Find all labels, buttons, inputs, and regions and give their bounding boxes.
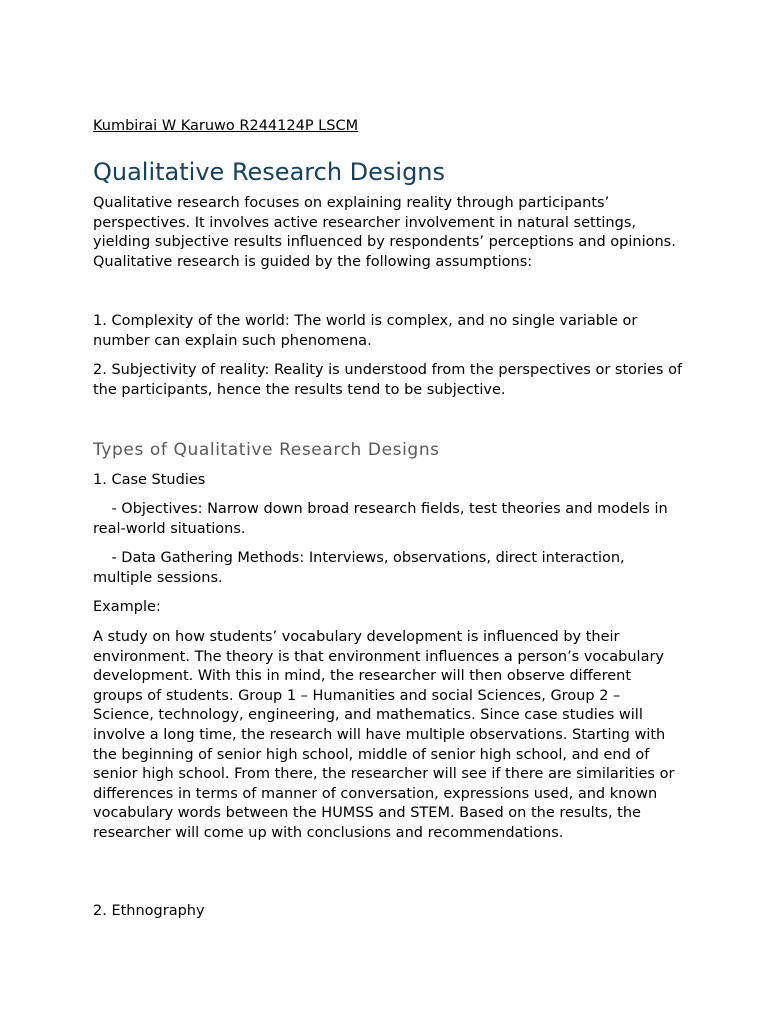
case-studies-heading: 1. Case Studies xyxy=(93,472,206,488)
example-label: Example: xyxy=(93,599,161,615)
intro-paragraph: Qualitative research focuses on explaining reality through participants’ perspectives. It involves active researcher involvement in natural settings, yielding subjective results influenced by respondents’ perceptions and opinions. Qualitative research is guided by the following assumptions: xyxy=(93,195,676,270)
case-studies-objectives: - Objectives: Narrow down broad research fields, test theories and models in real-world situations. xyxy=(93,501,673,537)
example-paragraph: A study on how students’ vocabulary development is influenced by their environment. The theory is that environment influences a person’s vocabulary development. With this in mind, the researcher will then observe different groups of students. Group 1 – Humanities and social Sciences, Group 2 – Science, technology, engineering, and mathematics. Since case studies will involve a long time, the research will have multiple observations. Starting with the beginning of senior high school, middle of senior high school, and end of senior high school. From there, the researcher will see if there are similarities or differences in terms of manner of conversation, expressions used, and known vocabulary words between the HUMSS and STEM. Based on the results, the researcher will come up with conclusions and recommendations. xyxy=(93,629,675,841)
case-studies-methods: - Data Gathering Methods: Interviews, observations, direct interaction, multiple sessions. xyxy=(93,550,630,586)
assumption-item-2: 2. Subjectivity of reality: Reality is understood from the perspectives or stories of the participants, hence the results tend to be subjective. xyxy=(93,362,683,398)
section-heading: Types of Qualitative Research Designs xyxy=(93,440,440,460)
author-line: Kumbirai W Karuwo R244124P LSCM xyxy=(93,118,359,134)
document-title: Qualitative Research Designs xyxy=(93,158,446,186)
ethnography-heading: 2. Ethnography xyxy=(93,903,205,919)
assumption-item-1: 1. Complexity of the world: The world is complex, and no single variable or number can explain such phenomena. xyxy=(93,313,638,349)
